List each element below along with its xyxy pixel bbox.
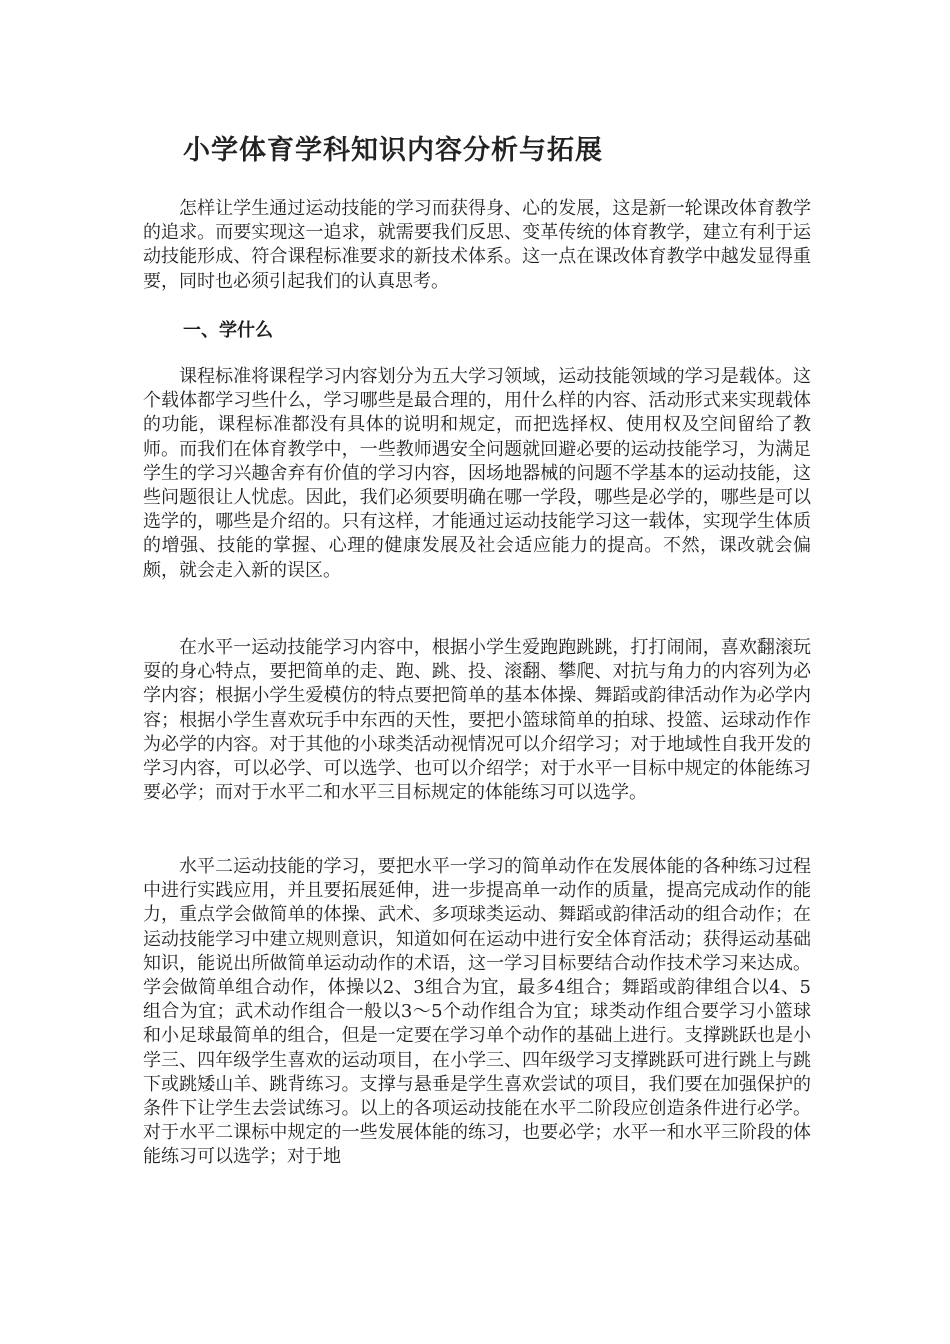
body-paragraph-2: 在水平一运动技能学习内容中，根据小学生爱跑跑跳跳，打打闹闹，喜欢翻滚玩耍的身心特点，要把简单的走、跑、跳、投、滚翻、攀爬、对抗与角力的内容列为必学内容；根据小学生爱模仿的特点要把简单的基本体操、舞蹈或韵律活动作为必学内容；根据小学生喜欢玩手中东西的天性，要把小篮球简单的拍球、投篮、运球动作作为必学的内容。对于其他的小球类活动视情况可以介绍学习；对于地域性自我开发的学习内容，可以必学、可以选学、也可以介绍学；对于水平一目标中规定的体能练习要必学；而对于水平二和水平三目标规定的体能练习可以选学。 [143, 637, 811, 804]
section-heading: 一、学什么 [183, 320, 273, 341]
document-title: 小学体育学科知识内容分析与拓展 [183, 135, 603, 166]
intro-paragraph: 怎样让学生通过运动技能的学习而获得身、心的发展，这是新一轮课改体育教学的追求。而要实现这一追求，就需要我们反思、变革传统的体育教学，建立有利于运动技能形成、符合课程标准要求的新技术体系。这一点在课改体育教学中越发显得重要，同时也必须引起我们的认真思考。 [143, 198, 811, 292]
body-paragraph-3: 水平二运动技能的学习，要把水平一学习的简单动作在发展体能的各种练习过程中进行实践应用，并且要拓展延伸，进一步提高单一动作的质量，提高完成动作的能力，重点学会做简单的体操、武术、多项球类运动、舞蹈或韵律活动的组合动作；在运动技能学习中建立规则意识，知道如何在运动中进行安全体育活动；获得运动基础知识，能说出所做简单运动动作的术语，这一学习目标要结合动作技术学习来达成。学会做简单组合动作，体操以2、3组合为宜，最多4组合；舞蹈或韵律组合以4、5组合为宜；武术动作组合一般以3～5个动作组合为宜；球类动作组合要学习小篮球和小足球最简单的组合，但是一定要在学习单个动作的基础上进行。支撑跳跃也是小学三、四年级学生喜欢的运动项目，在小学三、四年级学习支撑跳跃可进行跳上与跳下或跳矮山羊、跳背练习。支撑与悬垂是学生喜欢尝试的项目，我们要在加强保护的条件下让学生去尝试练习。以上的各项运动技能在水平二阶段应创造条件进行必学。对于水平二课标中规定的一些发展体能的练习，也要必学；水平一和水平三阶段的体能练习可以选学；对于地 [143, 856, 811, 1168]
body-paragraph-1: 课程标准将课程学习内容划分为五大学习领域，运动技能领域的学习是载体。这个载体都学习些什么，学习哪些是最合理的，用什么样的内容、活动形式来实现载体的功能，课程标准都没有具体的说明和规定，而把选择权、使用权及空间留给了教师。而我们在体育教学中，一些教师遇安全问题就回避必要的运动技能学习，为满足学生的学习兴趣舍弃有价值的学习内容，因场地器械的问题不学基本的运动技能，这些问题很让人忧虑。因此，我们必须要明确在哪一学段，哪些是必学的，哪些是可以选学的，哪些是介绍的。只有这样，才能通过运动技能学习这一载体，实现学生体质的增强、技能的掌握、心理的健康发展及社会适应能力的提高。不然，课改就会偏颇，就会走入新的误区。 [143, 366, 811, 581]
